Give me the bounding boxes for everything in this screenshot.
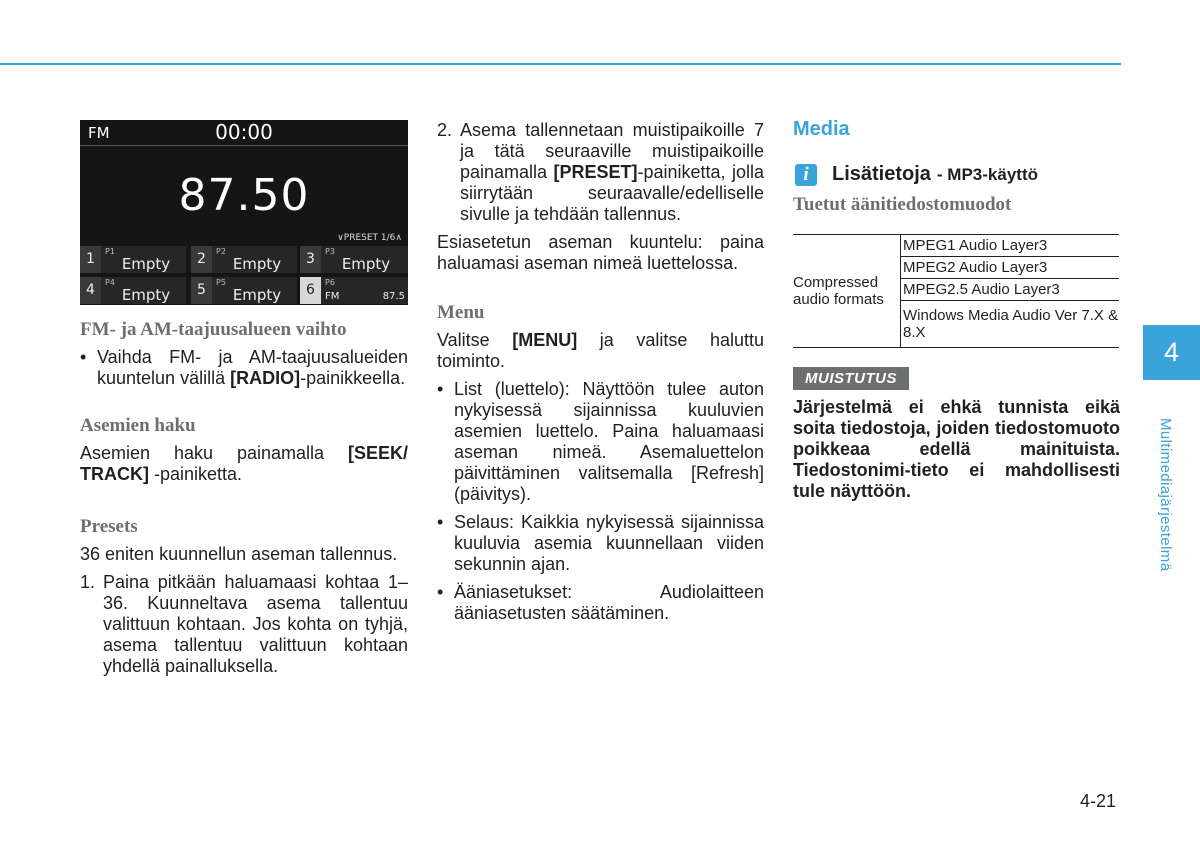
preset-slot-4 xyxy=(80,277,186,304)
preset-slot-2 xyxy=(191,246,297,273)
preset-slot-6 xyxy=(300,277,408,304)
heading-presets: Presets xyxy=(80,516,138,537)
radio-screen-image xyxy=(80,120,408,305)
preset-number: 4 xyxy=(80,277,101,304)
info-subtitle: - MP3-käyttö xyxy=(936,164,1038,184)
heading-station-search: Asemien haku xyxy=(80,415,196,436)
heading-fm-am: FM- ja AM-taajuusalueen vaihto xyxy=(80,319,347,340)
search-paragraph xyxy=(80,443,408,485)
preset-listen-paragraph: Esiasetetun aseman kuuntelu: paina haluamasi aseman nimeä luettelossa. xyxy=(437,232,764,273)
radio-frequency: 87.50 xyxy=(178,170,310,221)
text: Asemien haku painamalla xyxy=(80,443,348,463)
preset-number: 5 xyxy=(191,277,212,304)
presets-steps xyxy=(80,572,408,677)
formats-table xyxy=(793,234,1119,348)
menu-intro xyxy=(437,330,764,372)
preset-label: P5 xyxy=(216,278,226,287)
page-number: 4-21 xyxy=(1080,791,1117,811)
note-badge: MUISTUTUS xyxy=(793,367,909,390)
table-cell: Windows Media Audio Ver 7.X & 8.X xyxy=(901,301,1120,348)
preset-slot-5 xyxy=(191,277,297,304)
presets-intro: 36 eniten kuunnellun aseman tallennus. xyxy=(80,544,398,564)
chapter-tab: 4 xyxy=(1143,325,1200,380)
text: ja valitse haluttu toiminto. xyxy=(437,330,764,371)
button-name: [MENU] xyxy=(512,330,578,350)
column-3 xyxy=(793,118,1120,502)
text: Paina pitkään haluamaasi kohtaa 1–36. Kuunneltava asema tallentuu valittuun kohtaan. Jos kohta on tyhjä, asema tallentuu valittuun kohtaan yhdellä painalluksella. xyxy=(103,572,408,676)
preset-label: P3 xyxy=(325,247,335,256)
preset-grid xyxy=(80,246,408,305)
button-name: [PRESET] xyxy=(553,162,638,182)
info-icon: i xyxy=(795,164,817,186)
preset-band: FM xyxy=(325,291,340,302)
preset-slot-1 xyxy=(80,246,186,273)
note-text: Järjestelmä ei ehkä tunnista eikä soita tiedostoja, joiden tiedostomuoto poikkeaa edellä mainituista. Tiedostonimi-tieto ei mahdollisesti tule näyttöön. xyxy=(793,397,1120,501)
preset-name: Empty xyxy=(121,286,171,304)
preset-name: Empty xyxy=(232,286,282,304)
header-rule xyxy=(0,63,1121,65)
list-item: • Vaihda FM- ja AM-taajuusalueiden kuuntelun välillä [RADIO]-painikkeella. xyxy=(80,347,408,388)
button-name: [SEEK/ TRACK] xyxy=(80,443,408,484)
column-2 xyxy=(437,120,764,624)
preset-page-indicator: ∨PRESET 1/6∧ xyxy=(337,233,402,243)
preset-frequency: 87.5 xyxy=(382,291,405,302)
text: Asema tallennetaan muistipaikoille 7 ja tätä seuraaville muistipaikoille painamalla xyxy=(460,120,764,182)
step-number: 1. xyxy=(80,572,96,592)
text: Selaus: Kaikkia nykyisessä sijainnissa kuuluvia asemia kuunnellaan viiden sekunnin ajan. xyxy=(454,512,764,574)
chapter-side-label: Multimediajärjestelmä xyxy=(1157,418,1174,572)
radio-divider xyxy=(80,145,408,146)
preset-number: 1 xyxy=(80,246,101,273)
text: Vaihda FM- ja AM-taajuusalueiden kuuntelun välillä xyxy=(97,347,408,388)
info-heading xyxy=(793,163,1120,186)
text: List (luettelo): Näyttöön tulee auton nykyisessä sijainnissa kuuluvien asemien luettelo. Paina haluamaasi aseman nimeä. Asemaluettelon päivittäminen valitsemalla [Refresh] (päivitys). xyxy=(454,379,764,504)
presets-steps-cont xyxy=(437,120,764,225)
table-header-cell: Compressed audio formats xyxy=(793,235,901,348)
text: -painiketta. xyxy=(149,464,243,484)
preset-number: 2 xyxy=(191,246,212,273)
list-item: • Selaus: Kaikkia nykyisessä sijainnissa kuuluvia asemia kuunnellaan viiden sekunnin ajan. xyxy=(437,512,764,574)
table-cell: MPEG2 Audio Layer3 xyxy=(901,257,1120,279)
preset-name: Empty xyxy=(232,255,282,273)
table-cell: MPEG2.5 Audio Layer3 xyxy=(901,279,1120,301)
preset-label: P6 xyxy=(325,278,335,287)
preset-label: P4 xyxy=(105,278,115,287)
radio-clock: 00:00 xyxy=(215,120,273,144)
column-1 xyxy=(80,110,408,677)
table-cell: MPEG1 Audio Layer3 xyxy=(901,235,1120,257)
heading-media: Media xyxy=(793,118,850,140)
button-name: [RADIO] xyxy=(230,368,301,388)
supported-formats-heading: Tuetut äänitiedostomuodot xyxy=(793,194,1012,215)
text: Valitse xyxy=(437,330,513,350)
preset-name: Empty xyxy=(341,255,391,273)
list-item: • Ääniasetukset: Audiolaitteen ääniasetusten säätäminen. xyxy=(437,582,764,623)
fm-am-list xyxy=(80,347,408,389)
preset-label: P2 xyxy=(216,247,226,256)
preset-number: 3 xyxy=(300,246,321,273)
preset-label: P1 xyxy=(105,247,115,256)
text: -painikkeella. xyxy=(300,368,406,388)
list-item: • List (luettelo): Näyttöön tulee auton nykyisessä sijainnissa kuuluvien asemien luettelo. Paina haluamaasi aseman nimeä. Asemaluettelon päivittäminen valitsemalla [Refresh] (päivitys). xyxy=(437,379,764,504)
preset-slot-3 xyxy=(300,246,408,273)
list-item xyxy=(437,120,764,225)
info-title: Lisätietoja xyxy=(832,163,931,185)
menu-options-list xyxy=(437,379,764,624)
step-number: 2. xyxy=(437,120,453,140)
heading-menu: Menu xyxy=(437,302,485,323)
radio-band: FM xyxy=(88,124,110,142)
preset-name: Empty xyxy=(121,255,171,273)
list-item xyxy=(80,572,408,677)
preset-number: 6 xyxy=(300,277,321,304)
text: Ääniasetukset: Audiolaitteen ääniasetusten säätäminen. xyxy=(454,582,764,623)
table-row xyxy=(793,235,1119,257)
text: -painiketta, jolla siirrytään seuraavalle/edelliselle sivulle ja tehdään tallennus. xyxy=(460,162,764,224)
